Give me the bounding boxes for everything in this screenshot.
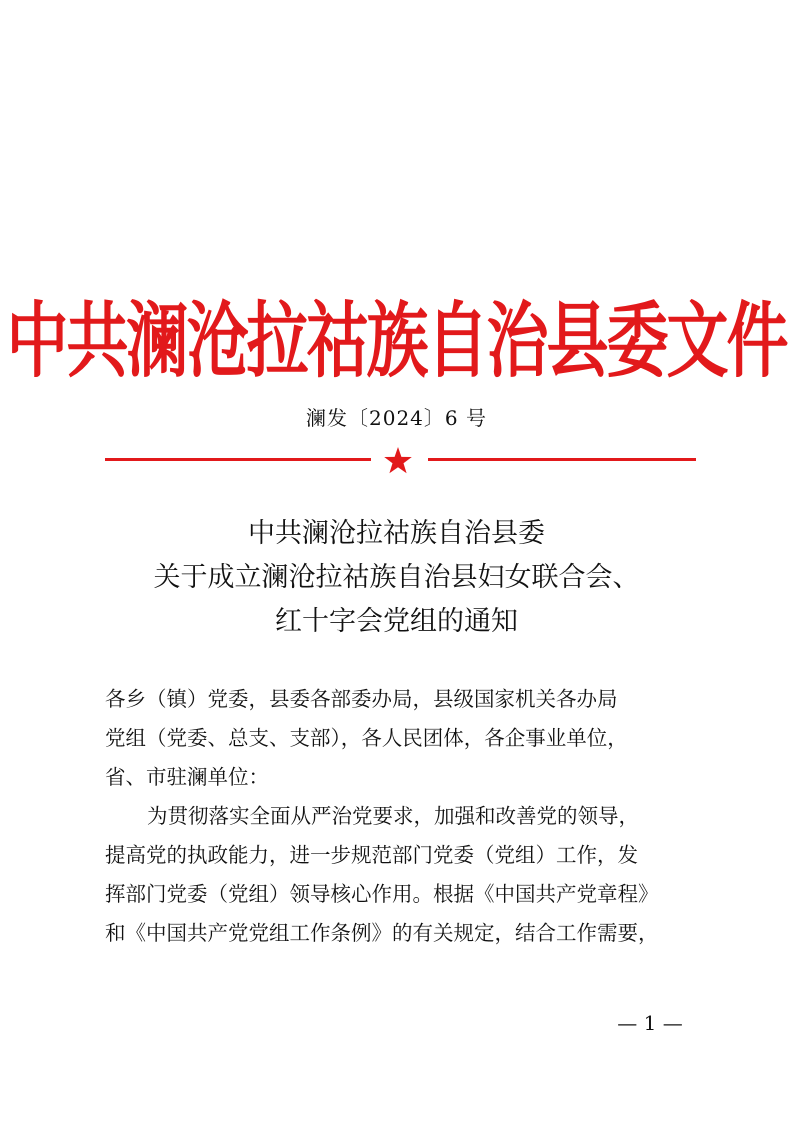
- addressee-line: 省、市驻澜单位：: [105, 765, 269, 789]
- paragraph-line: 提高党的执政能力，进一步规范部门党委（党组）工作，发: [105, 843, 638, 867]
- notice-title-line: 中共澜沧拉祜族自治县委: [248, 518, 545, 549]
- star-icon: [383, 446, 413, 476]
- notice-title: [0, 512, 793, 644]
- addressee-line: 党组（党委、总支、支部），各人民团体，各企事业单位，: [105, 726, 628, 750]
- paragraph-line: 和《中国共产党党组工作条例》的有关规定，结合工作需要，: [105, 921, 659, 945]
- notice-title-line: 红十字会党组的通知: [275, 606, 518, 637]
- document-body: [105, 680, 697, 953]
- addressee-line: 各乡（镇）党委，县委各部委办局，县级国家机关各办局: [105, 687, 618, 711]
- document-header-title: 中共澜沧拉祜族自治县委文件: [6, 292, 787, 389]
- page-number: — 1 —: [617, 1011, 683, 1035]
- notice-title-line: 关于成立澜沧拉祜族自治县妇女联合会、: [153, 562, 640, 593]
- paragraph-line: 为贯彻落实全面从严治党要求，加强和改善党的领导，: [147, 804, 639, 828]
- paragraph-line: 挥部门党委（党组）领导核心作用。根据《中国共产党章程》: [105, 882, 659, 906]
- document-number: 澜发〔2024〕6 号: [306, 406, 487, 430]
- divider-line-left: [105, 458, 371, 461]
- divider-line-right: [428, 458, 696, 461]
